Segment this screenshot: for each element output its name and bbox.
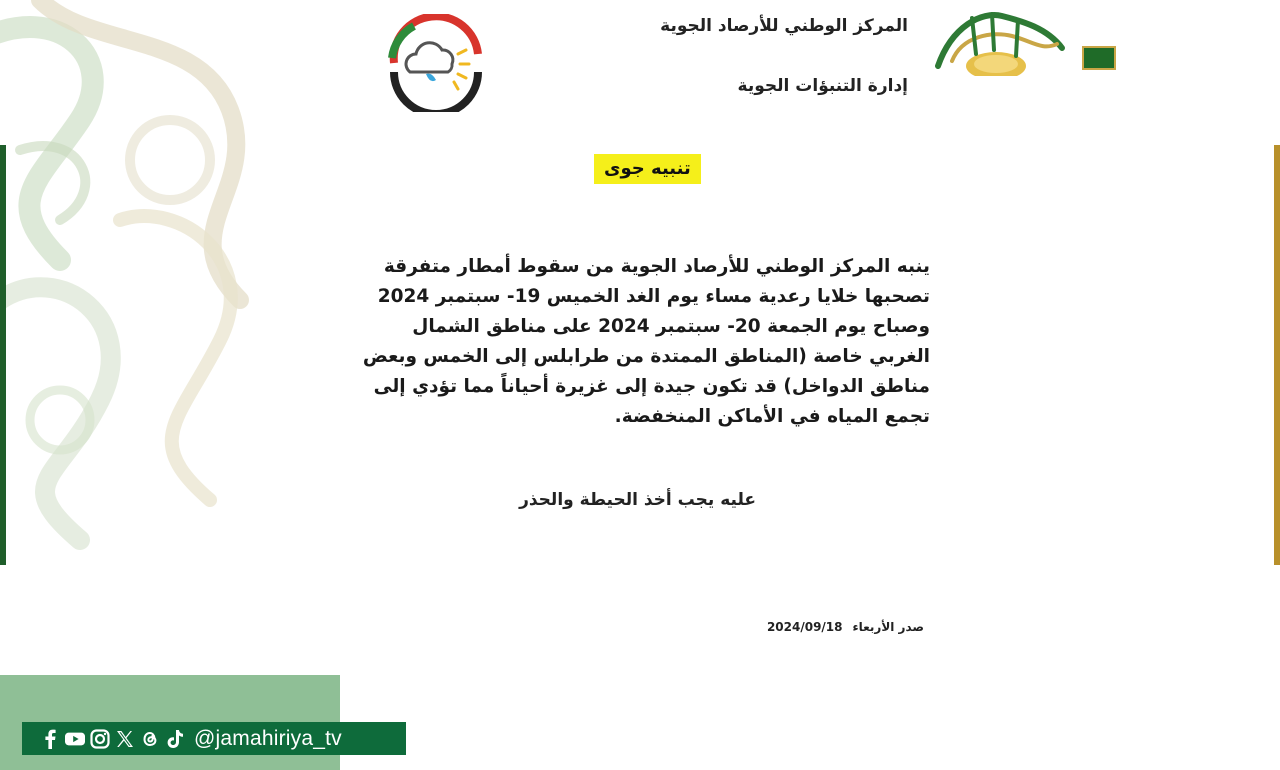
x-icon[interactable] (115, 729, 135, 749)
org-name: المركز الوطني للأرصاد الجوية (660, 16, 908, 36)
issued-date: 2024/09/18 (766, 620, 843, 634)
weather-center-logo (380, 14, 492, 112)
instagram-icon[interactable] (90, 729, 110, 749)
issued-info (764, 620, 924, 634)
social-handle[interactable]: @jamahiriya_tv (194, 726, 342, 750)
tiktok-icon[interactable] (165, 729, 185, 749)
youtube-icon[interactable] (65, 729, 85, 749)
social-bar (22, 722, 406, 755)
green-flag-square (1082, 46, 1116, 70)
facebook-icon[interactable] (40, 729, 60, 749)
caution-text: عليه يجب أخذ الحيطة والحذر (519, 490, 756, 510)
alert-body-text: ينبه المركز الوطني للأرصاد الجوية من سقوط أمطار متفرقة تصحبها خلايا رعدية مساء يوم الغد الخميس 19- سبتمبر 2024 وصباح يوم الجمعة 20- سبتمبر 2024 على مناطق الشمال الغربي خاصة (المناطق الممتدة من طرابلس إلى الخمس وبعض مناطق الدواخل) قد تكون جيدة إلى غزيرة أحياناً مما تؤدي إلى تجمع المياه في الأماكن المنخفضة. (362, 256, 930, 427)
department-name: إدارة التنبؤات الجوية (737, 76, 908, 96)
right-accent-bar (1274, 145, 1280, 565)
left-accent-bar (0, 145, 6, 565)
decorative-background (0, 0, 300, 560)
alert-title: تنبيه جوى (594, 154, 701, 184)
issued-label: صدر الأربعاء (852, 620, 924, 634)
threads-icon[interactable] (140, 729, 160, 749)
channel-emblem-logo (932, 6, 1072, 76)
